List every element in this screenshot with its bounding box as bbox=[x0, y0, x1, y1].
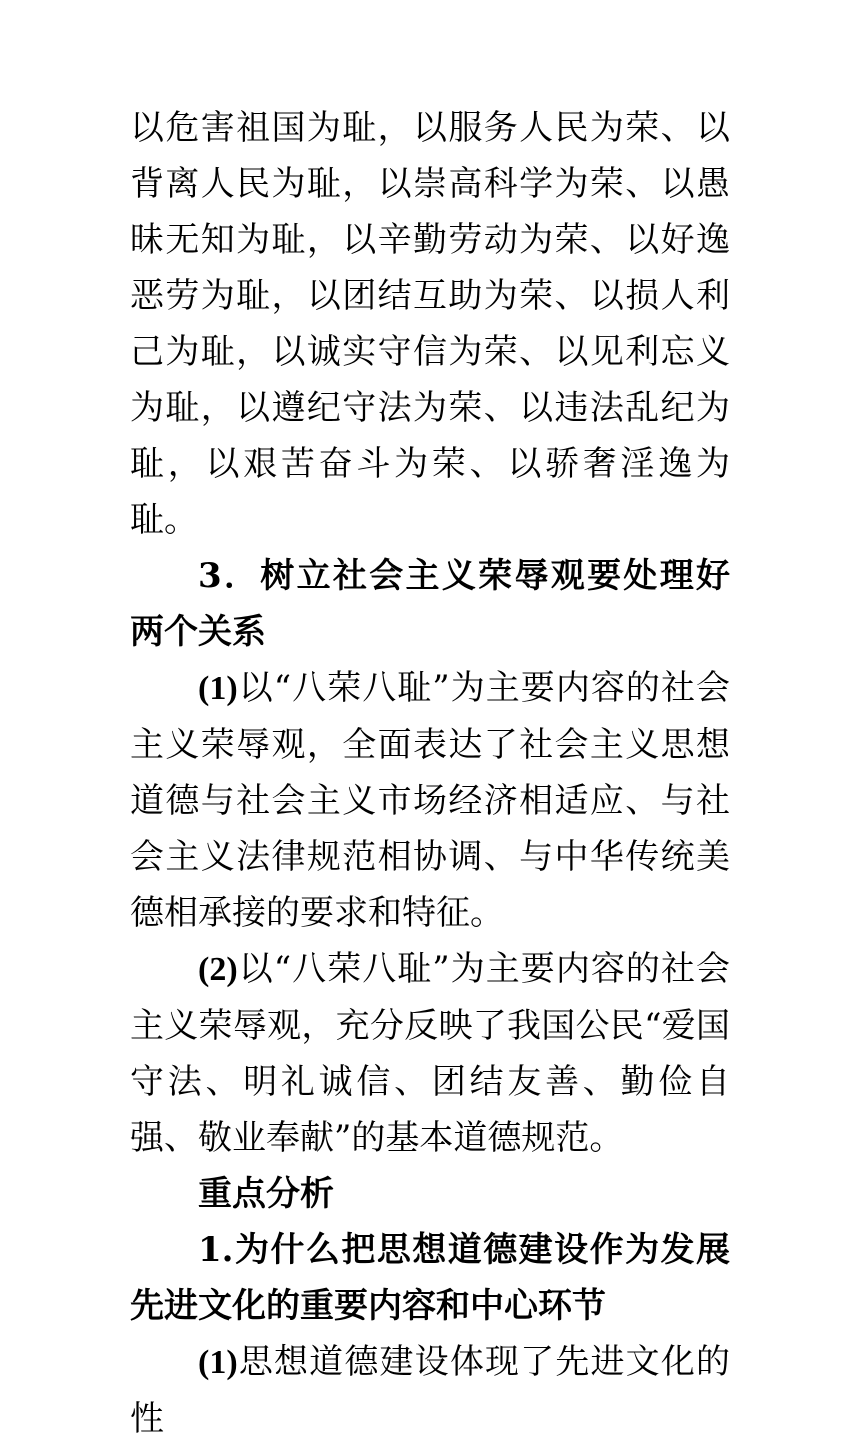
list-item-2-text: 以“八荣八耻”为主要内容的社会主义荣辱观，充分反映了我国公民“爱国守法、明礼诚信、团结友善、勤俭自强、敬业奉献”的基本道德规范。 bbox=[130, 949, 730, 1158]
list-item-2 bbox=[130, 941, 730, 1166]
question-heading-1: 1.为什么把思想道德建设作为发展先进文化的重要内容和中心环节 bbox=[130, 1230, 730, 1326]
list-item-1 bbox=[130, 660, 730, 941]
list-item-1-text: 以“八荣八耻”为主要内容的社会主义荣辱观，全面表达了社会主义思想道德与社会主义市场经济相适应、与社会主义法律规范相协调、与中华传统美德相承接的要求和特征。 bbox=[130, 668, 730, 933]
heading-two-relations: 3．树立社会主义荣辱观要处理好两个关系 bbox=[130, 556, 730, 652]
section-heading-key-analysis: 重点分析 bbox=[198, 1174, 334, 1214]
list-item-2-number: (2) bbox=[198, 951, 238, 988]
answer-item-1 bbox=[130, 1334, 730, 1447]
paragraph-honor-disgrace-list: 以危害祖国为耻，以服务人民为荣、以背离人民为耻，以崇高科学为荣、以愚昧无知为耻，以辛勤劳动为荣、以好逸恶劳为耻，以团结互助为荣、以损人利己为耻，以诚实守信为荣、以见利忘义为耻，以遵纪守法为荣、以违法乱纪为耻，以艰苦奋斗为荣、以骄奢淫逸为耻。 bbox=[130, 108, 730, 540]
answer-item-1-number: (1) bbox=[198, 1344, 238, 1381]
document-page bbox=[130, 100, 730, 1447]
answer-item-1-text: 思想道德建设体现了先进文化的性 bbox=[130, 1342, 730, 1439]
list-item-1-number: (1) bbox=[198, 670, 238, 707]
